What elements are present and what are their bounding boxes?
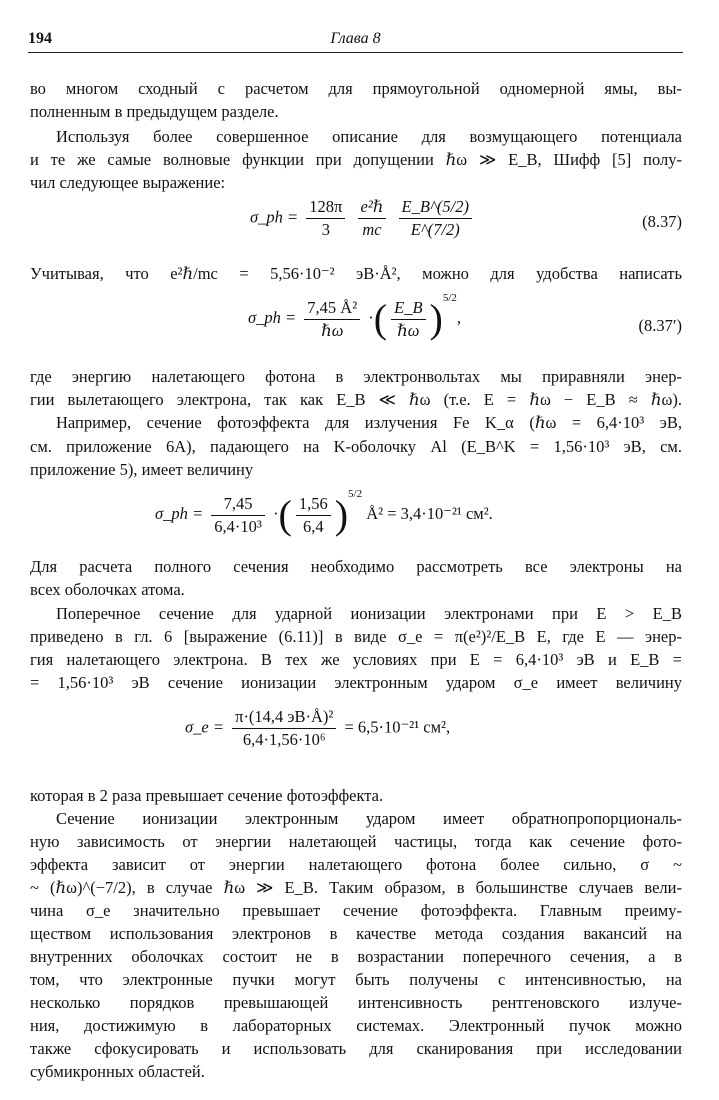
fraction-numerator: 7,45 Å² [304, 297, 360, 320]
text-line: полненным в предыдущем разделе. [30, 102, 279, 121]
exponent: 5/2 [348, 488, 363, 500]
text-line: Например, сечение фотоэффекта для излучения Fe K_α (ℏω = 6,4·10³ эВ, [56, 413, 682, 432]
page-number: 194 [28, 30, 52, 47]
fraction-numerator: π·(14,4 эВ·Å)² [232, 706, 336, 729]
fraction-denominator: E^(7/2) [410, 220, 460, 239]
running-header [28, 22, 683, 53]
text-line: Используя более совершенное описание для возмущающего потенциала [56, 127, 682, 146]
text-line: во многом сходный с расчетом для прямоугольной одномерной ямы, вы- [30, 79, 682, 98]
text-line: гия налетающего электрона. В тех же условиях при E = 6,4·10³ эВ и E_B = [30, 650, 682, 669]
fraction [232, 706, 336, 751]
text-line: приложение 5), имеет величину [30, 460, 254, 479]
text-line: Для расчета полного сечения необходимо рассмотреть все электроны на [30, 557, 682, 576]
equation-lhs: σ_e = [185, 717, 224, 737]
text-line: внутренних оболочках состоит не в возрастании поперечного сечения, а в [30, 947, 682, 966]
equation-lhs: σ_ph = [248, 308, 297, 327]
fraction-denominator: 6,4·10³ [214, 516, 262, 536]
equation-rhs: = 6,5·10⁻²¹ см², [344, 717, 451, 737]
equation-ionization [185, 706, 450, 751]
fraction-numerator: E_B^(5/2) [399, 196, 472, 219]
fraction-denominator: mc [362, 220, 382, 239]
text-line: приведено в гл. 6 [выражение (6.11)] в виде σ_e = π(e²)²/E_B E, где E — энер- [30, 627, 682, 646]
fraction-denominator: 3 [321, 220, 330, 239]
text-line: Сечение ионизации электронным ударом имеет обратнопропорциональ- [56, 809, 682, 828]
fraction [296, 493, 331, 538]
text-line: которая в 2 раза превышает сечение фотоэффекта. [30, 786, 384, 805]
text-line: ния, достижимую в лабораторных системах. Электронный пучок можно [30, 1016, 682, 1035]
equation-number: (8.37′) [638, 316, 682, 335]
exponent: 5/2 [442, 292, 457, 304]
equation-fe-photoeffect: σ_ph = $\frac{7,45}{\text{6,4·10³}}$ ·( $\frac{1,56}{6,4}$ )$^{5/2}$ Å² = 3,4·10⁻²¹ см². [155, 488, 493, 538]
equation-rhs: Å² = 3,4·10⁻²¹ см². [366, 504, 493, 523]
equation-number: (8.37) [642, 212, 682, 231]
equation-8-37-prime: σ_ph = $\frac{\text{7,45 Å²}}{\text{ℏω}}$ ·( $\frac{E\_B}{\text{ℏω}}$ )$^{5/2}$, [248, 292, 462, 342]
text-line: см. приложение 6А), падающего на K-оболочку Al (E_B^K = 1,56·10³ эВ, см. [30, 437, 682, 456]
text-line: чина σ_e значительно превышает сечение фотоэффекта. Главным преиму- [30, 901, 682, 920]
text-line: = 1,56·10³ эВ сечение ионизации электронным ударом σ_e имеет величину [30, 673, 682, 692]
text-line: гии вылетающего электрона, так как E_B ≪ ℏω (т.е. E = ℏω − E_B ≈ ℏω). [30, 390, 682, 409]
equation-trail: , [456, 308, 462, 327]
fraction-numerator: 7,45 [211, 493, 265, 516]
fraction [306, 196, 345, 241]
equation-lhs: σ_ph = [155, 504, 204, 523]
fraction [211, 493, 265, 538]
fraction-numerator: E_B [391, 297, 425, 320]
equation-lhs: σ_ph = [250, 207, 299, 227]
text-line: чил следующее выражение: [30, 173, 226, 192]
chapter-title: Глава 8 [330, 30, 381, 47]
fraction-denominator: ℏω [397, 320, 420, 340]
equation-8-37 [250, 196, 476, 241]
text-line: и те же самые волновые функции при допущении ℏω ≫ E_B, Шифф [5] полу- [30, 150, 682, 169]
fraction-denominator: 6,4 [302, 516, 324, 536]
fraction [391, 297, 425, 342]
text-line: ную зависимость от энергии налетающей частицы, тогда как сечение фото- [30, 832, 682, 851]
text-line: ~ (ℏω)^(−7/2), в случае ℏω ≫ E_B. Таким образом, в большинстве случаев вели- [30, 878, 682, 897]
fraction-denominator: ℏω [321, 320, 344, 340]
text-line: где энергию налетающего фотона в электронвольтах мы приравняли энер- [30, 367, 682, 386]
fraction-numerator: 128π [306, 196, 345, 219]
fraction [399, 196, 472, 241]
text-line: том, что электронные пучки могут быть получены с интенсивностью, на [30, 970, 682, 989]
fraction-denominator: 6,4·1,56·10⁶ [242, 730, 326, 749]
fraction-numerator: 1,56 [296, 493, 331, 516]
text-line: несколько порядков превышающей интенсивность рентгеновского излуче- [30, 993, 682, 1012]
text-line: ществом использования электронов в качестве метода создания вакансий на [30, 924, 682, 943]
text-line: эффекта зависит от энергии налетающего фотона более сильно, σ ~ [30, 855, 682, 874]
fraction [304, 297, 360, 342]
text-line: Учитывая, что e²ℏ/mc = 5,56·10⁻² эВ·Å², можно для удобства написать [30, 264, 682, 283]
fraction-numerator: e²ℏ [358, 196, 387, 219]
text-line: также сфокусировать и использовать для сканирования при исследовании [30, 1039, 682, 1058]
text-line: всех оболочках атома. [30, 580, 185, 599]
text-line: субмикронных областей. [30, 1062, 205, 1081]
fraction [358, 196, 387, 241]
text-line: Поперечное сечение для ударной ионизации электронами при E > E_B [56, 604, 682, 623]
